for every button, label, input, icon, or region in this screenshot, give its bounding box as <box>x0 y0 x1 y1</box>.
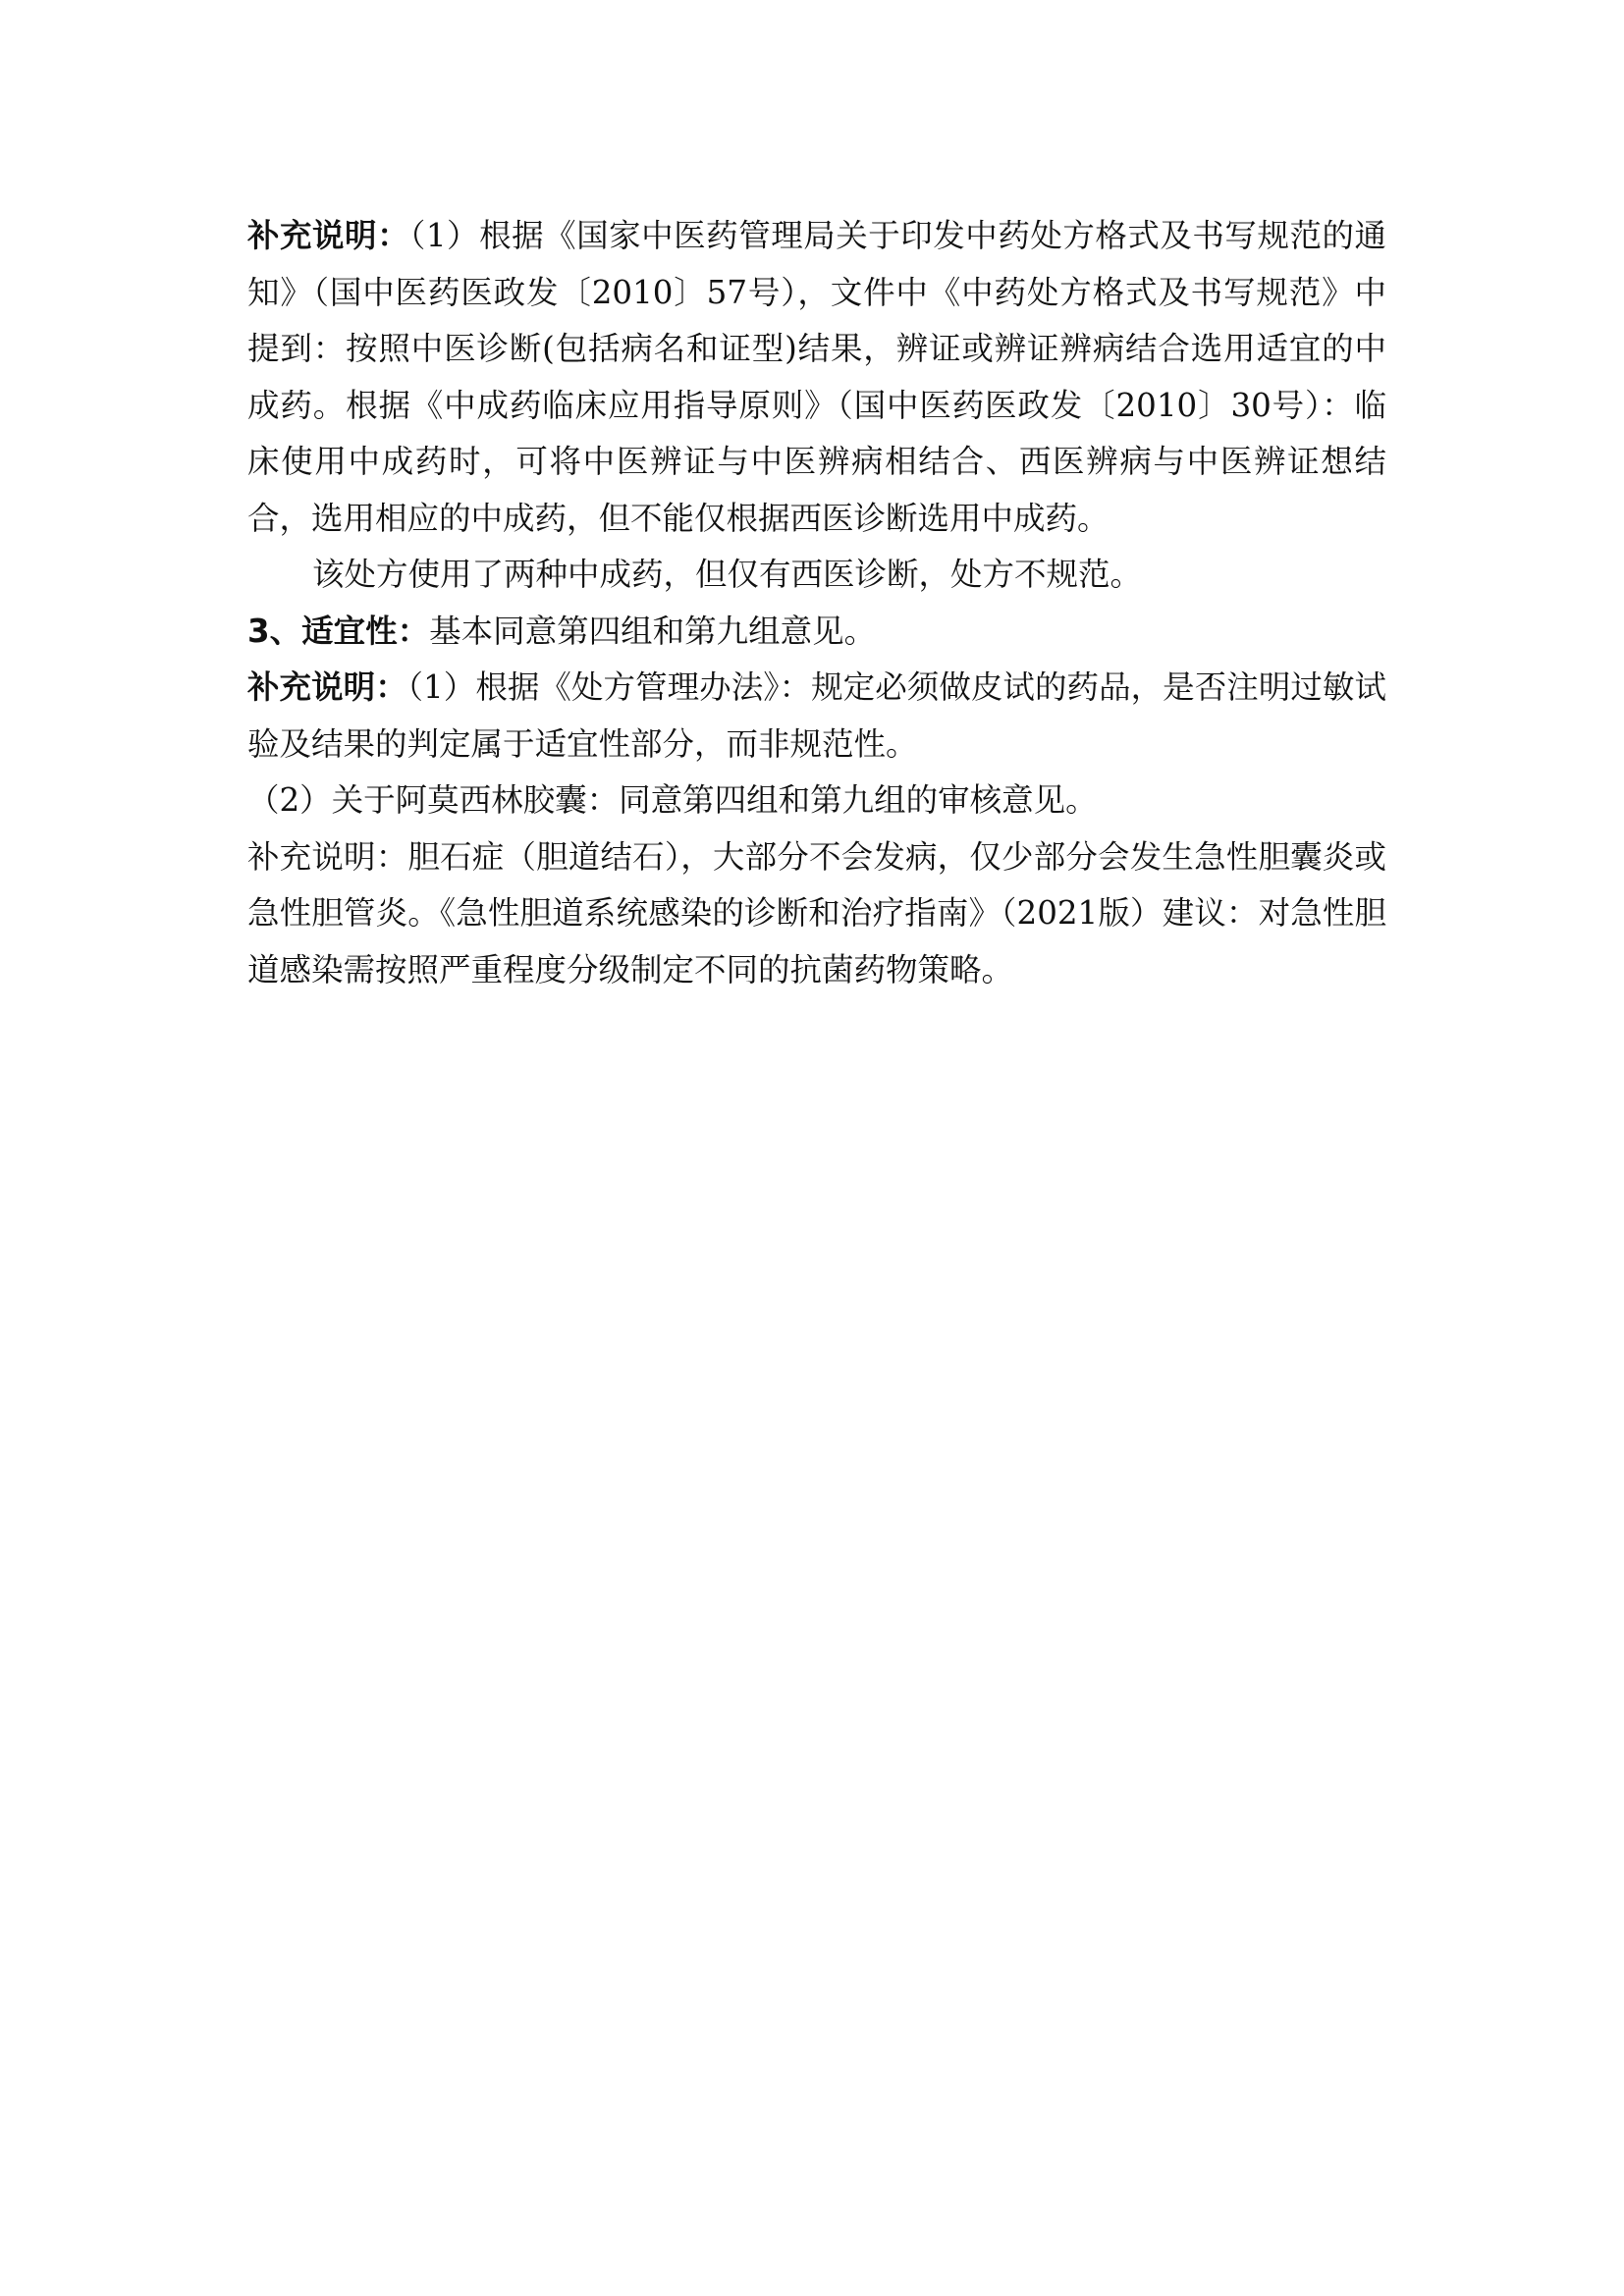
paragraph-text: 基本同意第四组和第九组意见。 <box>429 612 877 650</box>
paragraph-text: （1）根据《处方管理办法》：规定必须做皮试的药品，是否注明过敏试验及结果的判定属于适宜性部分，而非规范性。 <box>247 668 1386 763</box>
paragraph-supplement-1 <box>247 208 1386 547</box>
section-heading-suitability <box>247 604 1386 661</box>
paragraph-amoxicillin <box>247 773 1386 829</box>
paragraph-supplement-3 <box>247 829 1386 999</box>
paragraph-conclusion <box>247 547 1386 604</box>
paragraph-text: 该处方使用了两种中成药，但仅有西医诊断，处方不规范。 <box>312 556 1143 593</box>
document-page <box>247 208 1386 998</box>
paragraph-supplement-2 <box>247 660 1386 773</box>
paragraph-label: 补充说明： <box>247 217 410 254</box>
paragraph-text: （2）关于阿莫西林胶囊：同意第四组和第九组的审核意见。 <box>247 781 1098 819</box>
paragraph-text: （1）根据《国家中医药管理局关于印发中药处方格式及书写规范的通知》（国中医药医政发〔2010〕57号），文件中《中药处方格式及书写规范》中提到：按照中医诊断(包括病名和证型)结果，辨证或辨证辨病结合选用适宜的中成药。根据《中成药临床应用指导原则》（国中医药医政发〔2010〕30号）：临床使用中成药时，可将中医辨证与中医辨病相结合、西医辨病与中医辨证想结合，选用相应的中成药，但不能仅根据西医诊断选用中成药。 <box>247 217 1386 537</box>
paragraph-label: 补充说明： <box>247 668 407 706</box>
paragraph-text: 补充说明：胆石症（胆道结石），大部分不会发病，仅少部分会发生急性胆囊炎或急性胆管炎。《急性胆道系统感染的诊断和治疗指南》（2021版）建议：对急性胆道感染需按照严重程度分级制定不同的抗菌药物策略。 <box>247 837 1386 988</box>
section-heading-label: 3、适宜性： <box>247 612 430 650</box>
